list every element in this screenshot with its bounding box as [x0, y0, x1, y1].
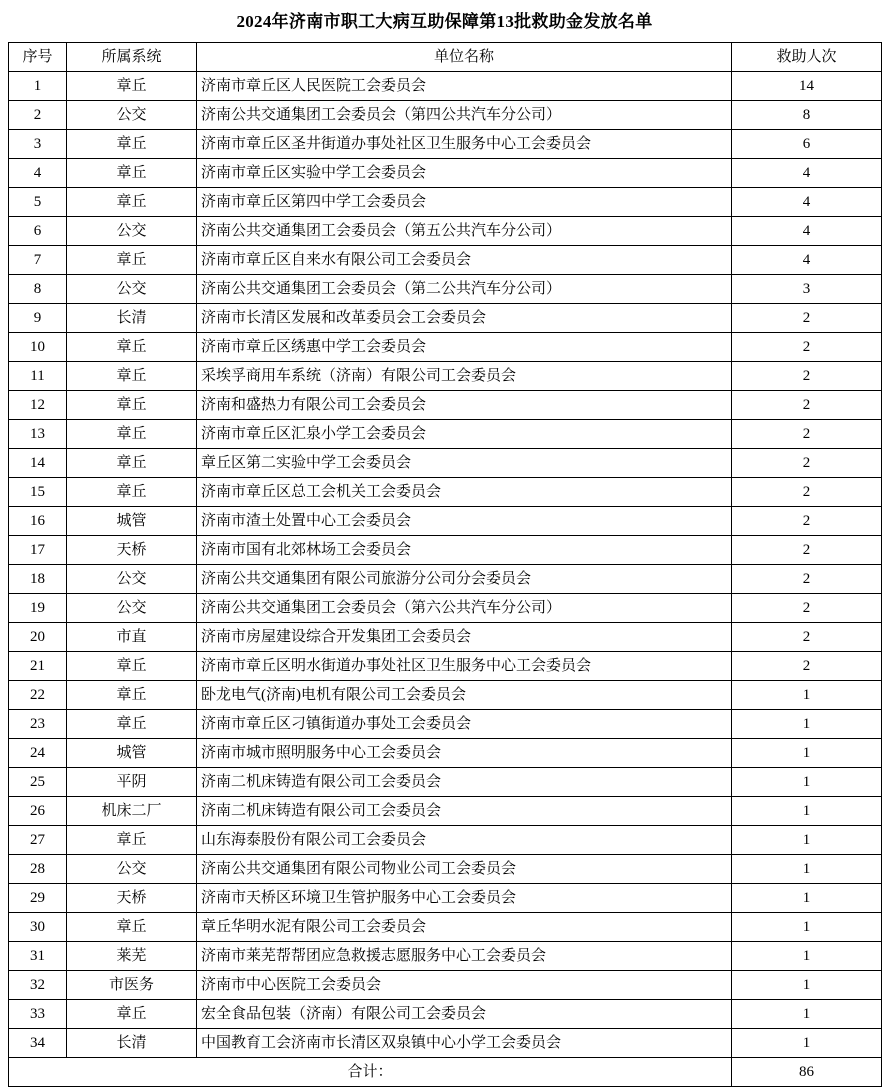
cell-unit: 济南市章丘区实验中学工会委员会 — [197, 159, 732, 188]
cell-unit: 章丘华明水泥有限公司工会委员会 — [197, 913, 732, 942]
cell-count: 1 — [732, 971, 882, 1000]
table-row — [9, 536, 882, 565]
total-value: 86 — [732, 1058, 882, 1087]
column-header-seq: 序号 — [9, 43, 67, 72]
table-row — [9, 101, 882, 130]
cell-seq: 14 — [9, 449, 67, 478]
table-row — [9, 855, 882, 884]
cell-count: 2 — [732, 304, 882, 333]
table-row — [9, 652, 882, 681]
table-row — [9, 246, 882, 275]
cell-count: 1 — [732, 913, 882, 942]
cell-unit: 济南市城市照明服务中心工会委员会 — [197, 739, 732, 768]
cell-count: 1 — [732, 942, 882, 971]
cell-count: 2 — [732, 420, 882, 449]
cell-count: 2 — [732, 478, 882, 507]
cell-unit: 采埃孚商用车系统（济南）有限公司工会委员会 — [197, 362, 732, 391]
table-row — [9, 565, 882, 594]
grant-list-table — [8, 42, 882, 1087]
cell-count: 2 — [732, 507, 882, 536]
table-row — [9, 478, 882, 507]
cell-count: 2 — [732, 449, 882, 478]
cell-count: 1 — [732, 768, 882, 797]
table-row — [9, 391, 882, 420]
cell-count: 1 — [732, 681, 882, 710]
cell-system: 天桥 — [67, 884, 197, 913]
cell-unit: 济南市天桥区环境卫生管护服务中心工会委员会 — [197, 884, 732, 913]
cell-system: 公交 — [67, 565, 197, 594]
cell-count: 2 — [732, 362, 882, 391]
page-title: 2024年济南市职工大病互助保障第13批救助金发放名单 — [236, 12, 653, 31]
cell-system: 公交 — [67, 855, 197, 884]
cell-unit: 济南和盛热力有限公司工会委员会 — [197, 391, 732, 420]
cell-system: 莱芜 — [67, 942, 197, 971]
table-row — [9, 159, 882, 188]
table-row — [9, 768, 882, 797]
cell-system: 章丘 — [67, 420, 197, 449]
cell-unit: 济南二机床铸造有限公司工会委员会 — [197, 768, 732, 797]
table-row — [9, 507, 882, 536]
table-row — [9, 913, 882, 942]
table-row — [9, 710, 882, 739]
cell-seq: 10 — [9, 333, 67, 362]
cell-unit: 济南市章丘区圣井街道办事处社区卫生服务中心工会委员会 — [197, 130, 732, 159]
cell-system: 公交 — [67, 594, 197, 623]
cell-unit: 济南公共交通集团有限公司旅游分公司分会委员会 — [197, 565, 732, 594]
cell-count: 14 — [732, 72, 882, 101]
cell-seq: 1 — [9, 72, 67, 101]
cell-unit: 济南公共交通集团工会委员会（第六公共汽车分公司） — [197, 594, 732, 623]
cell-system: 章丘 — [67, 159, 197, 188]
cell-system: 市医务 — [67, 971, 197, 1000]
cell-seq: 20 — [9, 623, 67, 652]
cell-system: 章丘 — [67, 826, 197, 855]
cell-unit: 济南市章丘区汇泉小学工会委员会 — [197, 420, 732, 449]
cell-unit: 济南市长清区发展和改革委员会工会委员会 — [197, 304, 732, 333]
cell-system: 章丘 — [67, 246, 197, 275]
cell-count: 2 — [732, 536, 882, 565]
cell-seq: 33 — [9, 1000, 67, 1029]
cell-seq: 15 — [9, 478, 67, 507]
table-row — [9, 1000, 882, 1029]
cell-unit: 济南市章丘区明水街道办事处社区卫生服务中心工会委员会 — [197, 652, 732, 681]
cell-seq: 8 — [9, 275, 67, 304]
cell-system: 章丘 — [67, 130, 197, 159]
cell-seq: 17 — [9, 536, 67, 565]
cell-count: 1 — [732, 739, 882, 768]
cell-seq: 5 — [9, 188, 67, 217]
table-row — [9, 304, 882, 333]
cell-system: 长清 — [67, 1029, 197, 1058]
cell-unit: 章丘区第二实验中学工会委员会 — [197, 449, 732, 478]
cell-unit: 济南二机床铸造有限公司工会委员会 — [197, 797, 732, 826]
table-row — [9, 420, 882, 449]
cell-system: 公交 — [67, 275, 197, 304]
cell-system: 章丘 — [67, 1000, 197, 1029]
column-header-unit: 单位名称 — [197, 43, 732, 72]
cell-unit: 济南市房屋建设综合开发集团工会委员会 — [197, 623, 732, 652]
table-row — [9, 826, 882, 855]
cell-count: 2 — [732, 565, 882, 594]
cell-unit: 济南市章丘区总工会机关工会委员会 — [197, 478, 732, 507]
table-row — [9, 130, 882, 159]
cell-seq: 30 — [9, 913, 67, 942]
cell-seq: 31 — [9, 942, 67, 971]
cell-unit: 济南市中心医院工会委员会 — [197, 971, 732, 1000]
cell-system: 章丘 — [67, 652, 197, 681]
cell-system: 市直 — [67, 623, 197, 652]
cell-system: 城管 — [67, 739, 197, 768]
cell-seq: 2 — [9, 101, 67, 130]
cell-seq: 28 — [9, 855, 67, 884]
cell-count: 2 — [732, 594, 882, 623]
cell-seq: 22 — [9, 681, 67, 710]
cell-unit: 济南市莱芜帮帮团应急救援志愿服务中心工会委员会 — [197, 942, 732, 971]
table-body — [9, 72, 882, 1058]
table-row — [9, 884, 882, 913]
cell-unit: 济南公共交通集团工会委员会（第四公共汽车分公司） — [197, 101, 732, 130]
cell-seq: 9 — [9, 304, 67, 333]
cell-count: 8 — [732, 101, 882, 130]
cell-seq: 27 — [9, 826, 67, 855]
cell-system: 天桥 — [67, 536, 197, 565]
table-row — [9, 188, 882, 217]
cell-count: 1 — [732, 797, 882, 826]
cell-count: 1 — [732, 710, 882, 739]
cell-system: 章丘 — [67, 391, 197, 420]
cell-count: 1 — [732, 855, 882, 884]
cell-system: 章丘 — [67, 362, 197, 391]
cell-seq: 4 — [9, 159, 67, 188]
cell-count: 2 — [732, 391, 882, 420]
cell-count: 1 — [732, 884, 882, 913]
cell-system: 章丘 — [67, 188, 197, 217]
table-row — [9, 681, 882, 710]
cell-count: 2 — [732, 623, 882, 652]
cell-seq: 3 — [9, 130, 67, 159]
cell-seq: 6 — [9, 217, 67, 246]
cell-count: 1 — [732, 1029, 882, 1058]
cell-unit: 济南公共交通集团有限公司物业公司工会委员会 — [197, 855, 732, 884]
table-header-row — [9, 43, 882, 72]
cell-seq: 34 — [9, 1029, 67, 1058]
cell-seq: 23 — [9, 710, 67, 739]
cell-count: 4 — [732, 188, 882, 217]
cell-unit: 济南市章丘区第四中学工会委员会 — [197, 188, 732, 217]
cell-system: 章丘 — [67, 333, 197, 362]
cell-seq: 21 — [9, 652, 67, 681]
cell-system: 章丘 — [67, 710, 197, 739]
cell-unit: 济南公共交通集团工会委员会（第五公共汽车分公司） — [197, 217, 732, 246]
cell-count: 2 — [732, 333, 882, 362]
cell-unit: 卧龙电气(济南)电机有限公司工会委员会 — [197, 681, 732, 710]
cell-seq: 32 — [9, 971, 67, 1000]
cell-unit: 济南市章丘区刁镇街道办事处工会委员会 — [197, 710, 732, 739]
table-row — [9, 72, 882, 101]
cell-seq: 7 — [9, 246, 67, 275]
cell-seq: 11 — [9, 362, 67, 391]
cell-system: 机床二厂 — [67, 797, 197, 826]
cell-count: 1 — [732, 1000, 882, 1029]
cell-seq: 29 — [9, 884, 67, 913]
table-row — [9, 449, 882, 478]
cell-count: 1 — [732, 826, 882, 855]
cell-system: 章丘 — [67, 913, 197, 942]
cell-seq: 24 — [9, 739, 67, 768]
cell-system: 公交 — [67, 101, 197, 130]
cell-system: 章丘 — [67, 449, 197, 478]
table-row — [9, 623, 882, 652]
table-row — [9, 333, 882, 362]
table-row — [9, 362, 882, 391]
cell-seq: 16 — [9, 507, 67, 536]
table-row — [9, 971, 882, 1000]
cell-system: 长清 — [67, 304, 197, 333]
cell-unit: 济南市章丘区自来水有限公司工会委员会 — [197, 246, 732, 275]
cell-system: 章丘 — [67, 478, 197, 507]
cell-count: 4 — [732, 246, 882, 275]
table-row — [9, 942, 882, 971]
cell-unit: 济南市渣土处置中心工会委员会 — [197, 507, 732, 536]
table-row — [9, 275, 882, 304]
cell-seq: 12 — [9, 391, 67, 420]
cell-system: 城管 — [67, 507, 197, 536]
cell-count: 4 — [732, 217, 882, 246]
cell-unit: 济南市章丘区人民医院工会委员会 — [197, 72, 732, 101]
cell-seq: 19 — [9, 594, 67, 623]
table-total-row — [9, 1058, 882, 1087]
cell-seq: 26 — [9, 797, 67, 826]
cell-system: 平阴 — [67, 768, 197, 797]
column-header-system: 所属系统 — [67, 43, 197, 72]
table-row — [9, 739, 882, 768]
table-row — [9, 594, 882, 623]
cell-system: 公交 — [67, 217, 197, 246]
table-row — [9, 217, 882, 246]
column-header-count: 救助人次 — [732, 43, 882, 72]
cell-count: 2 — [732, 652, 882, 681]
cell-count: 3 — [732, 275, 882, 304]
cell-unit: 山东海泰股份有限公司工会委员会 — [197, 826, 732, 855]
cell-seq: 18 — [9, 565, 67, 594]
cell-unit: 济南公共交通集团工会委员会（第二公共汽车分公司） — [197, 275, 732, 304]
cell-unit: 中国教育工会济南市长清区双泉镇中心小学工会委员会 — [197, 1029, 732, 1058]
cell-system: 章丘 — [67, 72, 197, 101]
cell-count: 4 — [732, 159, 882, 188]
cell-unit: 宏全食品包装（济南）有限公司工会委员会 — [197, 1000, 732, 1029]
cell-unit: 济南市国有北郊林场工会委员会 — [197, 536, 732, 565]
cell-seq: 25 — [9, 768, 67, 797]
table-row — [9, 797, 882, 826]
total-label: 合计： — [9, 1058, 732, 1087]
cell-seq: 13 — [9, 420, 67, 449]
cell-system: 章丘 — [67, 681, 197, 710]
cell-count: 6 — [732, 130, 882, 159]
table-row — [9, 1029, 882, 1058]
cell-unit: 济南市章丘区绣惠中学工会委员会 — [197, 333, 732, 362]
